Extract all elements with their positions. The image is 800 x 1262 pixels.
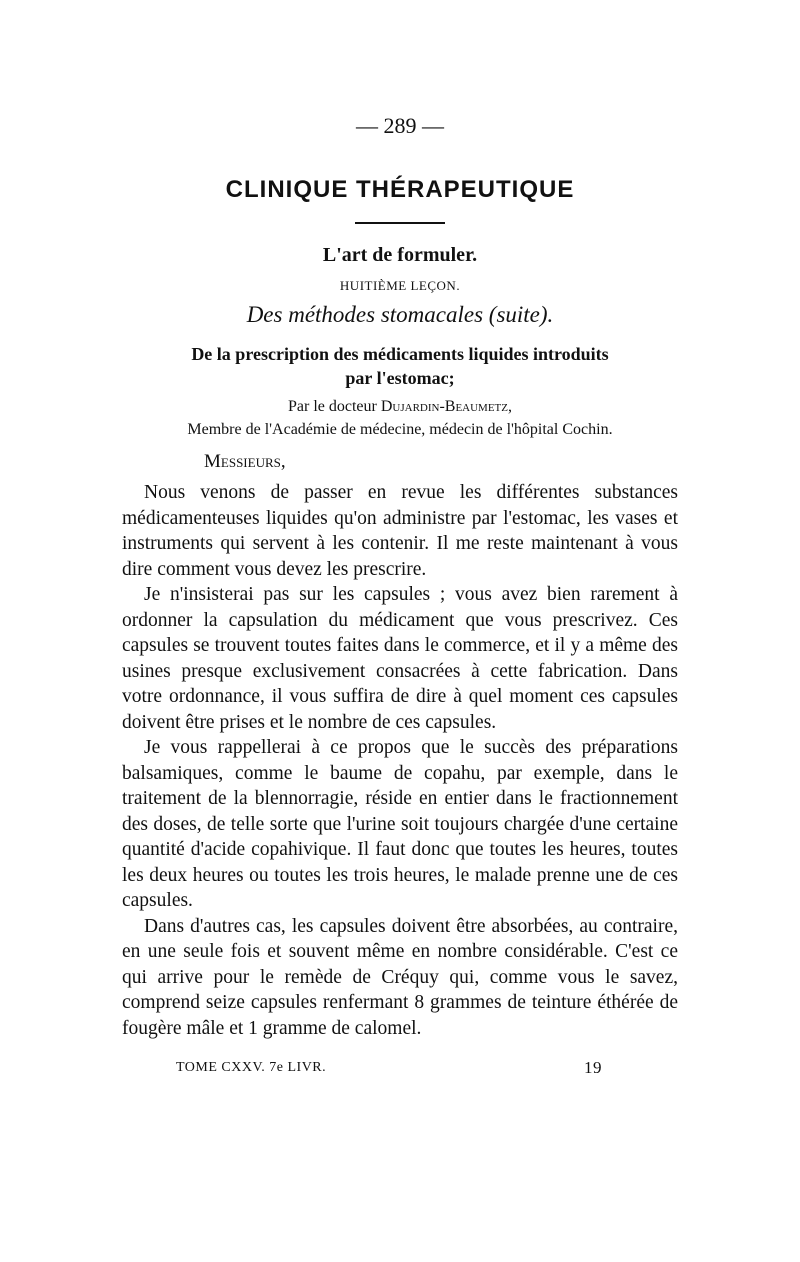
paragraph: Nous venons de passer en revue les différentes substances médicamenteuses liquides qu'on administre par l'estomac, les vases et instruments qui servent à les contenir. Il me reste maintenant à vous dire comment vous devez les prescrire. — [122, 482, 678, 580]
lesson-label: HUITIÈME LEÇON. — [339, 278, 461, 293]
author-line — [0, 398, 800, 416]
paragraph: Dans d'autres cas, les capsules doivent être absorbées, au contraire, en une seule fois et souvent même en nombre considérable. C'est ce qui arrive pour le remède de Créquy qui, comme vous le savez, comprend seize capsules renfermant 8 grammes de teinture éthérée de fougère mâle et 1 gramme de calomel. — [122, 915, 678, 1039]
heading-line-2: par l'estomac; — [345, 368, 455, 388]
author-affiliation: Membre de l'Académie de médecine, médecin de l'hôpital Cochin. — [187, 421, 613, 438]
section-title: CLINIQUE THÉRAPEUTIQUE — [225, 176, 575, 203]
body-text — [122, 480, 678, 1041]
paragraph: Je vous rappellerai à ce propos que le succès des préparations balsamiques, comme le baume de copahu, par exemple, dans le traitement de la blennorragie, réside en entier dans le fractionnement des doses, de telle sorte que l'urine soit toujours chargée d'une certaine quantité d'acide copahivique. Il faut donc que toutes les heures, toutes les deux heures ou toutes les trois heures, le malade prenne une de ces capsules. — [122, 737, 678, 911]
salutation: Messieurs, — [204, 451, 286, 472]
page-number: — 289 — — [356, 113, 444, 138]
paragraph: Je n'insisterai pas sur les capsules ; vous avez bien rarement à ordonner la capsulation du médicament que vous prescrivez. Ces capsules se trouvent toutes faites dans le commerce, et il y a même des usines presque exclusivement consacrées à cette fabrication. Dans votre ordonnance, il vous suffira de dire à quel moment ces capsules doivent être prises et le nombre de ces capsules. — [122, 584, 678, 733]
heading-line-1: De la prescription des médicaments liquides introduits — [191, 344, 609, 364]
sheet-number: 19 — [584, 1058, 602, 1077]
author-name: Dujardin-Beaumetz, — [380, 398, 512, 415]
volume-signature: TOME CXXV. 7e LIVR. — [176, 1060, 327, 1075]
author-prefix: Par le docteur — [287, 398, 381, 415]
article-title: L'art de formuler. — [322, 244, 478, 266]
title-rule — [355, 222, 445, 224]
subtitle: Des méthodes stomacales (suite). — [246, 302, 554, 327]
